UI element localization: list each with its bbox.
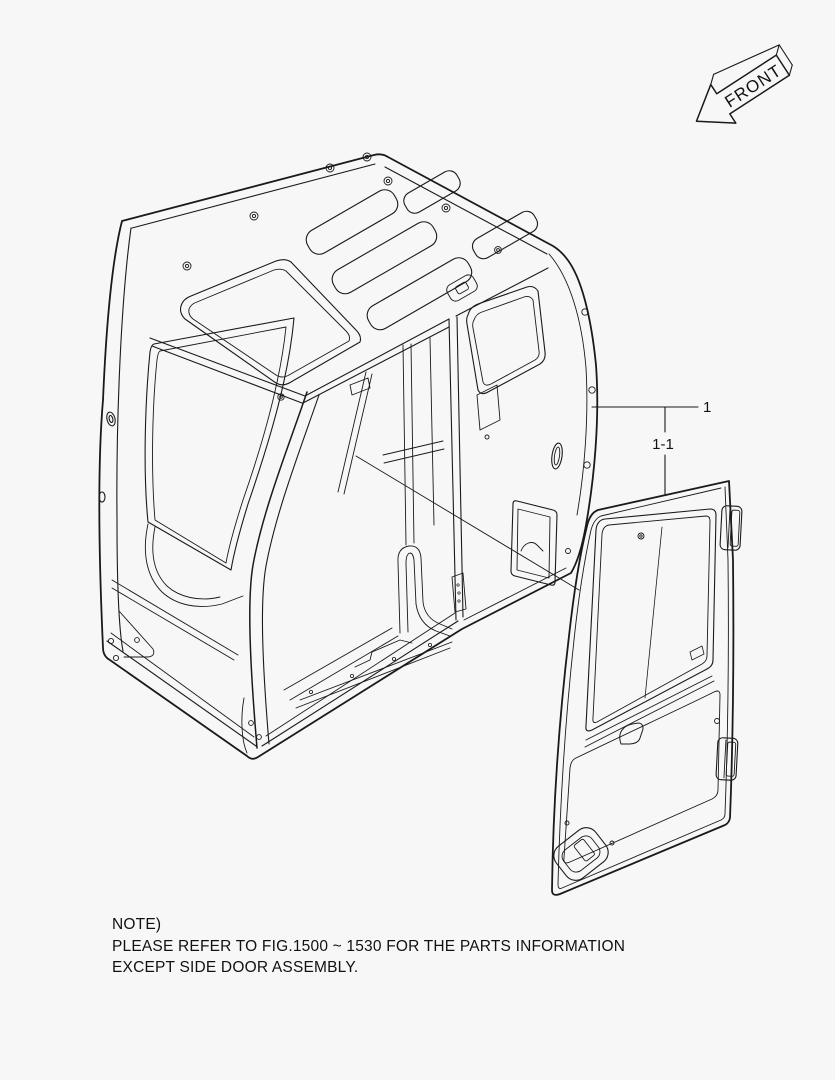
note-block (112, 914, 625, 979)
side-door-drawing (549, 481, 742, 895)
rear-quarter-panel (467, 254, 587, 585)
center-front-pillar (242, 392, 319, 753)
roof-rib-panels (302, 167, 541, 333)
cab-interior-structure (284, 338, 452, 700)
note-line-2: EXCEPT SIDE DOOR ASSEMBLY. (112, 959, 359, 976)
note-heading: NOTE) (112, 916, 162, 933)
base-rails (107, 568, 566, 746)
roof-bolts (183, 153, 595, 468)
front-direction-arrow (680, 36, 802, 141)
roof-latch-detail (445, 273, 480, 304)
door-trajectory-line (356, 456, 579, 590)
front-label: FRONT (721, 60, 786, 112)
door-opening-rear-post (449, 317, 466, 620)
door-window (585, 509, 716, 747)
callout-door-assembly (592, 399, 711, 416)
window-divider-line (645, 527, 662, 698)
roof-frame (132, 164, 548, 403)
callout-label-1-1: 1-1 (652, 436, 674, 453)
front-lower-panel (112, 524, 243, 660)
cab-outline (99, 154, 597, 758)
callout-door-sub (652, 407, 674, 495)
windshield-opening (145, 318, 294, 570)
door-latch-hook (620, 723, 643, 744)
door-outline (552, 481, 733, 895)
callout-label-1: 1 (703, 399, 712, 416)
note-line-1: PLEASE REFER TO FIG.1500 ~ 1530 FOR THE PARTS INFORMATION (112, 937, 626, 955)
cab-assembly-drawing (99, 153, 597, 759)
